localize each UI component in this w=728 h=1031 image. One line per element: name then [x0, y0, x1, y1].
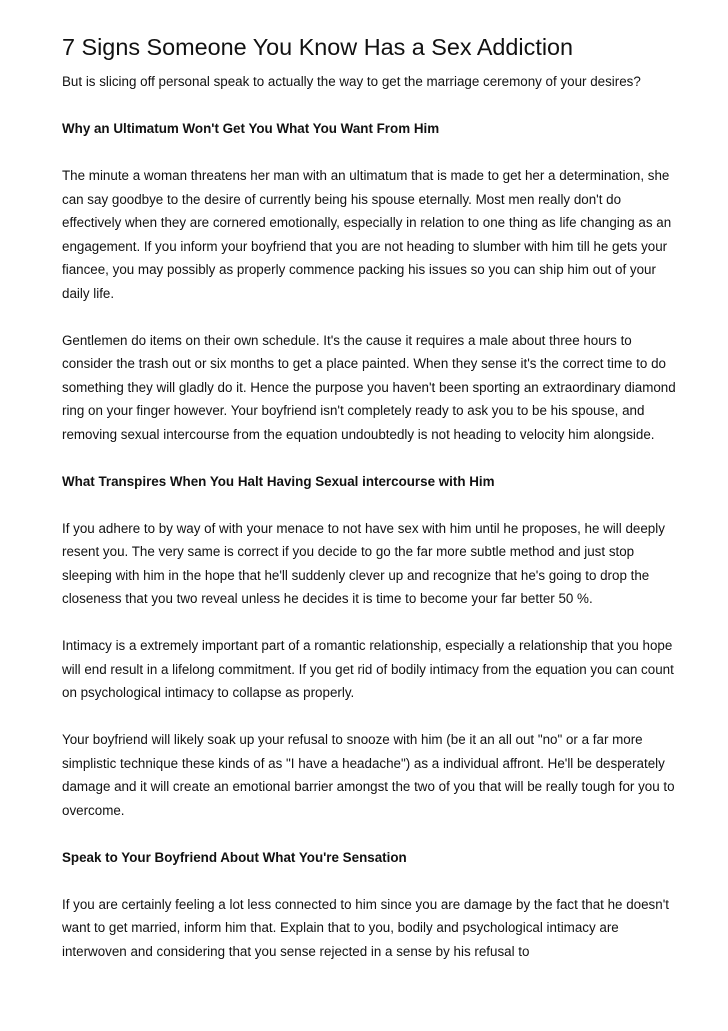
section-heading: What Transpires When You Halt Having Sexual intercourse with Him [62, 473, 495, 489]
paragraph: The minute a woman threatens her man with an ultimatum that is made to get her a determination, she can say goodbye to the desire of currently being his spouse eternally. Most men really don't do effectively when they are cornered emotionally, especially in relation to one thing as life changing as an engagement. If you inform your boyfriend that you are not heading to slumber with him till he gets your fiancee, you may possibly as properly commence packing his issues so you can ship him out of your daily life. [62, 168, 672, 301]
page-title: 7 Signs Someone You Know Has a Sex Addiction [62, 34, 574, 60]
paragraph: If you adhere to by way of with your menace to not have sex with him until he proposes, he will deeply resent you. The very same is correct if you decide to go the far more subtle method and just stop sleeping with him in the hope that he'll suddenly clever up and recognize that he's going to drop the closeness that you two reveal unless he decides it is time to become your far better 50 %. [62, 520, 665, 606]
paragraph: If you are certainly feeling a lot less connected to him since you are damage by the fact that he doesn't want to get married, inform him that. Explain that to you, bodily and psychological intimacy are interwoven and considering that you sense rejected in a sense by his refusal to [62, 896, 669, 959]
section-heading: Why an Ultimatum Won't Get You What You Want From Him [62, 121, 440, 136]
paragraph: Your boyfriend will likely soak up your refusal to snooze with him (be it an all out "no" or a far more simplistic technique these kinds of as "I have a headache") as a individual affront. He'll be desperately damage and it will create an emotional barrier amongst the two of you that will be really tough for you to overcome. [62, 732, 675, 818]
paragraph: Gentlemen do items on their own schedule. It's the cause it requires a male about three hours to consider the trash out or six months to get a place painted. When they sense it's the correct time to do something they will gladly do it. Hence the purpose you haven't been sporting an extraordinary diamond ring on your finger however. Your boyfriend isn't completely ready to ask you to be his spouse, and removing sexual intercourse from the equation undoubtedly is not heading to velocity him alongside. [62, 332, 676, 442]
paragraph: But is slicing off personal speak to actually the way to get the marriage ceremony of your desires? [62, 74, 641, 89]
section-heading: Speak to Your Boyfriend About What You're Sensation [62, 849, 407, 865]
paragraph: Intimacy is a extremely important part of a romantic relationship, especially a relationship that you hope will end result in a lifelong commitment. If you get rid of bodily intimacy from the equation you can count on psychological intimacy to collapse as properly. [62, 638, 674, 700]
